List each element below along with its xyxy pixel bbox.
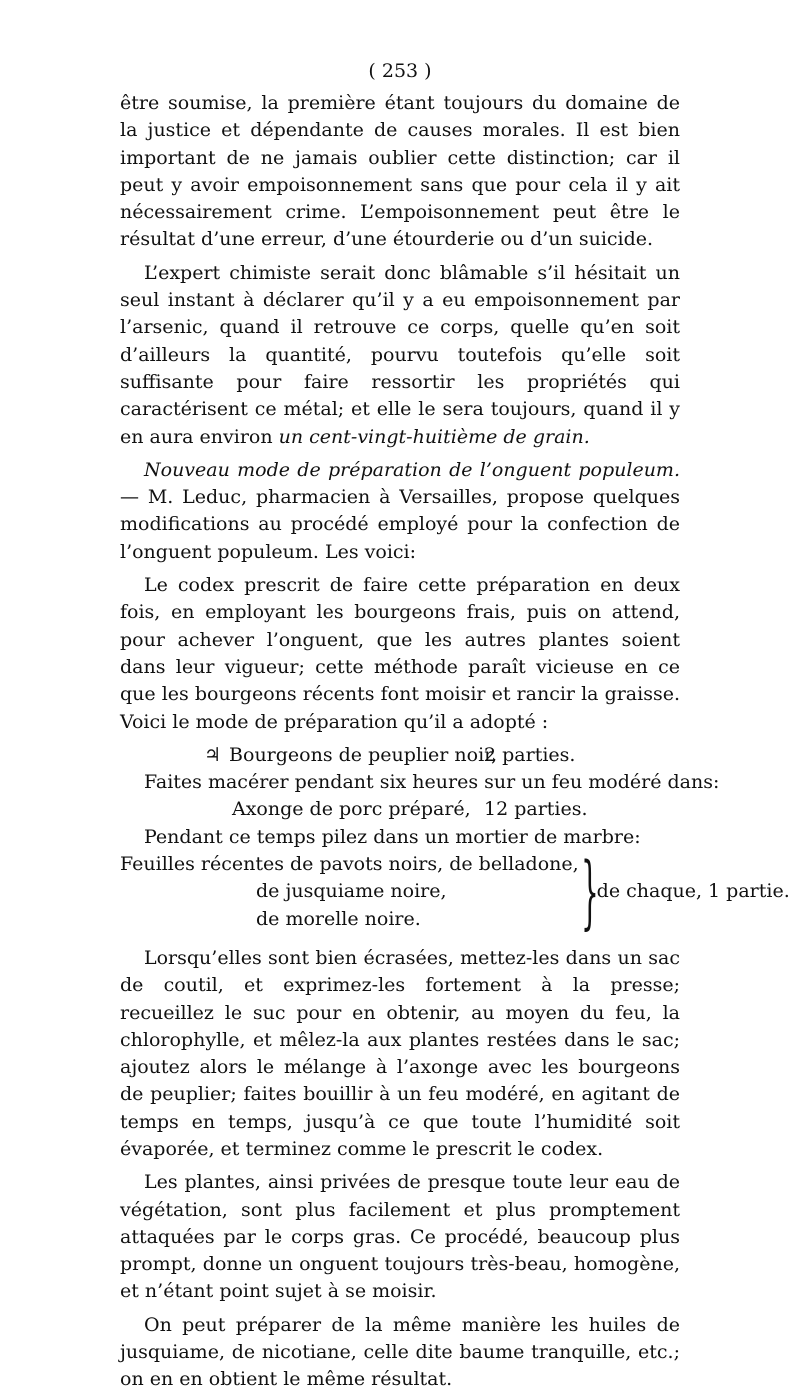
leaves-names xyxy=(120,851,579,933)
recipe-line-3 xyxy=(120,796,680,823)
recipe-line-1-label: Bourgeons de peuplier noir, xyxy=(229,743,498,766)
paragraph-3-text: — M. Leduc, pharmacien à Versailles, propose quelques modifications au procédé employé pour la confection de l’onguent populeum. Les voici: xyxy=(120,486,680,563)
section-title: Nouveau mode de préparation de l’onguent populeum. xyxy=(144,458,680,481)
paragraph-3 xyxy=(120,457,680,566)
recipe-line-3-label: Axonge de porc préparé, xyxy=(232,798,471,821)
page-number: ( 253 ) xyxy=(368,60,432,82)
paragraph-2 xyxy=(120,260,680,451)
recipe-line-3-qty: 12 parties. xyxy=(484,798,588,821)
leaves-line-3: de morelle noire. xyxy=(256,907,421,930)
brace-icon: } xyxy=(580,844,599,938)
page-body xyxy=(120,58,790,1394)
recipe-line-2: Faites macérer pendant six heures sur un feu modéré dans: xyxy=(144,771,720,794)
recipe-block xyxy=(120,742,720,851)
paragraph-4: Le codex prescrit de faire cette préparation en deux fois, en employant les bourgeons frais, puis on attend, pour achever l’onguent, que les autres plantes soient dans leur vigueur; cette méthode paraît vicieuse en ce que les bourgeons récents font moisir et rancir la graisse. Voici le mode de préparation qu’il a adopté : xyxy=(120,574,680,733)
leaves-line-2: de jusquiame noire, xyxy=(256,880,447,903)
paragraph-1: être soumise, la première étant toujours du domaine de la justice et dépendante de causes morales. Il est bien important de ne jamais oublier cette distinction; car il peut y avoir empoisonnement sans que pour cela il y ait nécessairement crime. L’empoisonnement peut être le résultat d’une erreur, d’une étourderie ou d’un suicide. xyxy=(120,92,680,251)
paragraph-5: Lorsqu’elles sont bien écrasées, mettez-les dans un sac de coutil, et exprimez-les fortement à la presse; recueillez le suc pour en obtenir, au moyen du feu, la chlorophylle, et mêlez-la aux plantes restées dans le sac; ajoutez alors le mélange à l’axonge avec les bourgeons de peuplier; faites bouillir à un feu modéré, en agitant de temps en temps, jusqu’à ce que toute l’humidité soit évaporée, et terminez comme le prescrit le codex. xyxy=(120,946,680,1160)
recipe-line-1 xyxy=(120,742,680,769)
paragraph-7: On peut préparer de la même manière les huiles de jusquiame, de nicotiane, celle dite baume tranquille, etc.; on en en obtient le même résultat. xyxy=(120,1313,680,1391)
recipe-line-4: Pendant ce temps pilez dans un mortier de marbre: xyxy=(144,825,641,848)
recipe-line-1-qty: 2 parties. xyxy=(484,743,576,766)
paragraph-2-text: L’expert chimiste serait donc blâmable s’il hésitait un seul instant à déclarer qu’il y a eu empoisonnement par l’arsenic, quand il retrouve ce corps, quelle qu’en soit d’ailleurs la quantité, pourvu toutefois qu’elle soit suffisante pour faire ressortir les propriétés qui caractérisent ce métal; et elle le sera toujours, quand il y en aura environ xyxy=(120,261,680,448)
paragraph-2-italic: un cent-vingt-huitième de grain. xyxy=(278,425,590,448)
leaves-block xyxy=(120,844,790,938)
leaves-line-1: Feuilles récentes de pavots noirs, de belladone, xyxy=(120,853,579,876)
recipe-symbol: ♃ xyxy=(204,743,222,766)
leaves-qty: de chaque, 1 partie. xyxy=(596,880,790,903)
paragraph-6: Les plantes, ainsi privées de presque toute leur eau de végétation, sont plus facilement et plus promptement attaquées par le corps gras. Ce procédé, beaucoup plus prompt, donne un onguent toujours très-beau, homogène, et n’étant point sujet à se moisir. xyxy=(120,1171,680,1303)
